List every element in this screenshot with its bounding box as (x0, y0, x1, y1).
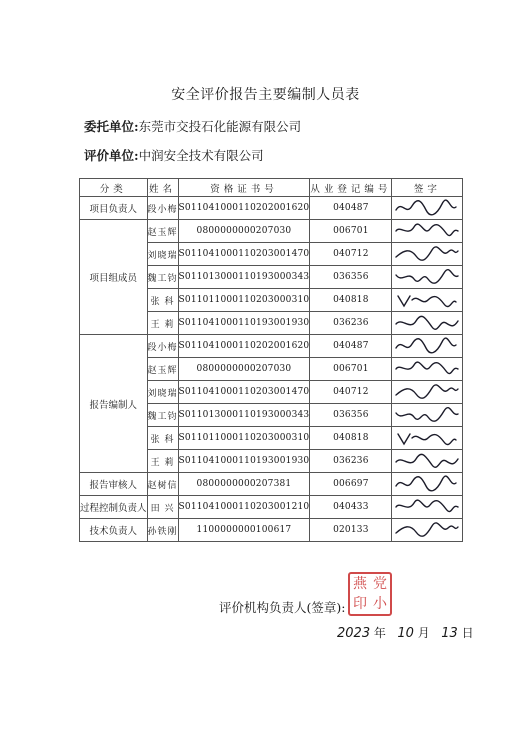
cert-cell: S011011000110203000310 (178, 427, 310, 450)
handwritten-signature (392, 405, 462, 425)
client-value: 东莞市交投石化能源有限公司 (138, 119, 302, 134)
name-cell: 刘晓瑞 (147, 243, 178, 266)
reg-cell: 006701 (310, 220, 392, 243)
reg-cell: 006697 (310, 473, 392, 496)
cert-cell: S011041000110202001620 (178, 197, 310, 220)
cert-cell: S011041000110203001210 (178, 496, 310, 519)
header-reg: 从业登记编号 (310, 179, 392, 197)
handwritten-signature (392, 267, 462, 287)
reg-cell: 040487 (310, 335, 392, 358)
handwritten-signature (392, 382, 462, 402)
table-header-row (80, 179, 463, 197)
category-cell: 过程控制负责人 (80, 496, 148, 519)
cert-cell: 1100000000100617 (178, 519, 310, 542)
reg-cell: 040712 (310, 243, 392, 266)
category-cell: 报告审核人 (80, 473, 148, 496)
reg-cell: 036356 (310, 404, 392, 427)
header-name: 姓名 (147, 179, 178, 197)
name-cell: 孙铁刚 (147, 519, 178, 542)
signature-cell (392, 289, 463, 312)
signature-cell (392, 473, 463, 496)
signature-cell (392, 243, 463, 266)
signature-cell (392, 197, 463, 220)
signature-cell (392, 335, 463, 358)
name-cell: 王 莉 (147, 312, 178, 335)
handwritten-signature (392, 290, 462, 310)
signature-cell (392, 266, 463, 289)
signature-cell (392, 220, 463, 243)
date-line (337, 624, 474, 641)
date-month-handwritten: 10 (397, 626, 414, 641)
handwritten-signature (392, 198, 462, 218)
name-cell: 段小梅 (147, 335, 178, 358)
seal-stamp (348, 572, 392, 616)
handwritten-signature (392, 336, 462, 356)
handwritten-signature (392, 244, 462, 264)
category-cell: 项目负责人 (80, 197, 148, 220)
signature-cell (392, 496, 463, 519)
client-label: 委托单位: (84, 119, 139, 134)
date-day-char: 日 (461, 626, 474, 640)
handwritten-signature (392, 520, 462, 540)
cert-cell: 0800000000207030 (178, 220, 310, 243)
category-cell: 技术负责人 (80, 519, 148, 542)
page-title: 安全评价报告主要编制人员表 (171, 87, 360, 103)
handwritten-signature (392, 313, 462, 333)
handwritten-signature (392, 221, 462, 241)
date-year-handwritten: 2023 (337, 626, 371, 641)
name-cell: 魏工钧 (147, 404, 178, 427)
reg-cell: 036236 (310, 312, 392, 335)
evaluator-value: 中润安全技术有限公司 (138, 148, 264, 163)
header-cert: 资格证书号 (178, 179, 310, 197)
table-row (80, 473, 463, 496)
signature-cell (392, 312, 463, 335)
seal-char: 党 (373, 576, 387, 592)
header-category: 分类 (80, 179, 148, 197)
table-row (80, 220, 463, 243)
cert-cell: 0800000000207030 (178, 358, 310, 381)
name-cell: 魏工钧 (147, 266, 178, 289)
cert-cell: S011011000110203000310 (178, 289, 310, 312)
header-signature: 签字 (392, 179, 463, 197)
handwritten-signature (392, 474, 462, 494)
name-cell: 张 科 (147, 427, 178, 450)
category-cell: 报告编制人 (80, 335, 148, 473)
name-cell: 刘晓瑞 (147, 381, 178, 404)
table-row (80, 197, 463, 220)
signature-cell (392, 450, 463, 473)
name-cell: 张 科 (147, 289, 178, 312)
evaluator-label: 评价单位: (84, 148, 139, 163)
client-line (84, 117, 301, 135)
table-row (80, 335, 463, 358)
cert-cell: S011041000110203001470 (178, 381, 310, 404)
handwritten-signature (392, 428, 462, 448)
cert-cell: S011041000110193001930 (178, 312, 310, 335)
reg-cell: 040712 (310, 381, 392, 404)
reg-cell: 020133 (310, 519, 392, 542)
reg-cell: 040818 (310, 427, 392, 450)
reg-cell: 040487 (310, 197, 392, 220)
cert-cell: S011041000110193001930 (178, 450, 310, 473)
handwritten-signature (392, 451, 462, 471)
name-cell: 赵玉辉 (147, 358, 178, 381)
date-year-char: 年 (373, 626, 386, 640)
table-row (80, 519, 463, 542)
reg-cell: 036236 (310, 450, 392, 473)
reg-cell: 040433 (310, 496, 392, 519)
signature-cell (392, 358, 463, 381)
reg-cell: 036356 (310, 266, 392, 289)
name-cell: 王 莉 (147, 450, 178, 473)
seal-char: 小 (373, 596, 387, 612)
signature-cell (392, 381, 463, 404)
signature-cell (392, 427, 463, 450)
table-row (80, 496, 463, 519)
name-cell: 段小梅 (147, 197, 178, 220)
evaluator-line (84, 146, 264, 164)
signature-cell (392, 519, 463, 542)
signature-cell (392, 404, 463, 427)
handwritten-signature (392, 497, 462, 517)
handwritten-signature (392, 359, 462, 379)
cert-cell: 0800000000207381 (178, 473, 310, 496)
category-cell: 项目组成员 (80, 220, 148, 335)
staff-table (79, 178, 463, 542)
date-day-handwritten: 13 (441, 626, 458, 641)
responsible-line: 评价机构负责人(签章): (219, 600, 346, 615)
name-cell: 田 兴 (147, 496, 178, 519)
seal-char: 印 (353, 596, 367, 612)
reg-cell: 006701 (310, 358, 392, 381)
name-cell: 赵树信 (147, 473, 178, 496)
seal-char: 燕 (353, 576, 367, 592)
reg-cell: 040818 (310, 289, 392, 312)
cert-cell: S011013000110193000343 (178, 266, 310, 289)
cert-cell: S011013000110193000343 (178, 404, 310, 427)
staff-table-body (80, 197, 463, 542)
date-month-char: 月 (417, 626, 430, 640)
name-cell: 赵玉辉 (147, 220, 178, 243)
cert-cell: S011041000110203001470 (178, 243, 310, 266)
cert-cell: S011041000110202001620 (178, 335, 310, 358)
